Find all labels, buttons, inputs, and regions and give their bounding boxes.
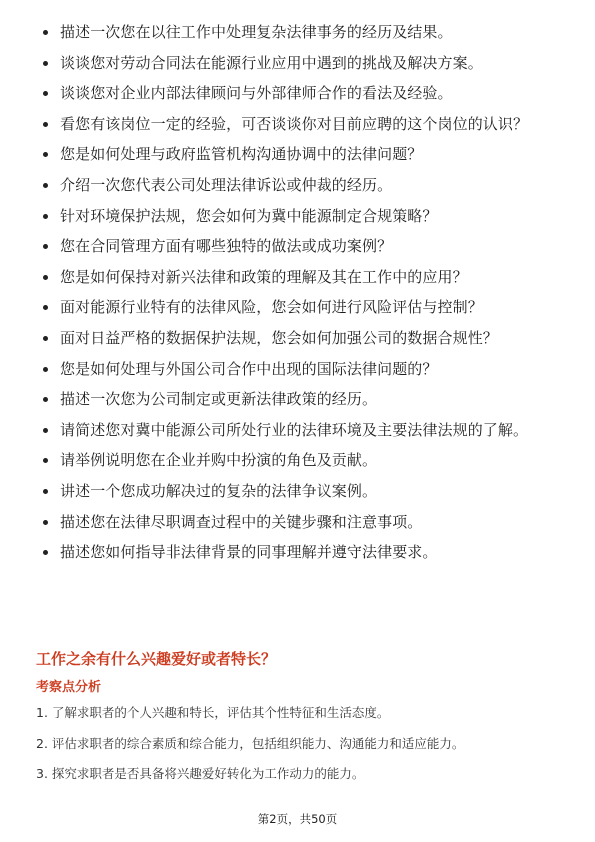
question-text: 面对日益严格的数据保护法规，您会如何加强公司的数据合规性？ (60, 328, 498, 347)
list-item (36, 541, 556, 563)
bullet-icon (43, 61, 48, 66)
list-item (36, 235, 556, 257)
question-list (36, 21, 556, 572)
bullet-icon (43, 520, 48, 525)
list-item: 3. 探究求职者是否具备将兴趣爱好转化为工作动力的能力。 (36, 766, 365, 781)
question-text: 您是如何处理与政府监管机构沟通协调中的法律问题？ (60, 145, 423, 164)
list-item (36, 296, 556, 318)
list-item (36, 82, 556, 104)
bullet-icon (43, 30, 48, 35)
list-item (36, 266, 556, 288)
bullet-icon (43, 458, 48, 463)
list-item (36, 327, 556, 349)
bullet-icon (43, 428, 48, 433)
analysis-list (36, 704, 556, 796)
list-item (36, 511, 556, 533)
list-item: 1. 了解求职者的个人兴趣和特长，评估其个性特征和生活态度。 (36, 705, 390, 720)
question-text: 描述一次您在以往工作中处理复杂法律事务的经历及结果。 (60, 23, 453, 41)
bullet-icon (43, 122, 48, 127)
question-text: 描述一次您为公司制定或更新法律政策的经历。 (60, 390, 378, 409)
question-text: 针对环境保护法规，您会如何为冀中能源制定合规策略？ (60, 206, 438, 225)
bullet-icon (43, 336, 48, 341)
list-item (36, 52, 556, 74)
list-item (36, 419, 556, 441)
list-item (36, 21, 556, 43)
list-item (36, 205, 556, 227)
page-number: 第2页，共50页 (257, 812, 338, 826)
question-text: 谈谈您对劳动合同法在能源行业应用中遇到的挑战及解决方案。 (60, 53, 483, 72)
question-text: 讲述一个您成功解决过的复杂的法律争议案例。 (60, 481, 378, 500)
bullet-icon (43, 489, 48, 494)
question-text: 描述您在法律尽职调查过程中的关键步骤和注意事项。 (60, 512, 423, 531)
section-title: 工作之余有什么兴趣爱好或者特长？ (36, 650, 277, 668)
list-item: 2. 评估求职者的综合素质和综合能力，包括组织能力、沟通能力和适应能力。 (36, 735, 465, 751)
list-item (36, 174, 556, 196)
bullet-icon (43, 367, 48, 372)
bullet-icon (43, 550, 48, 555)
list-item (36, 449, 556, 471)
question-text: 请简述您对冀中能源公司所处行业的法律环境及主要法律法规的了解。 (60, 420, 529, 439)
bullet-icon (43, 183, 48, 188)
question-text: 您是如何处理与外国公司合作中出现的国际法律问题的？ (60, 359, 438, 378)
question-text: 谈谈您对企业内部法律顾问与外部律师合作的看法及经验。 (60, 84, 453, 103)
bullet-icon (43, 275, 48, 280)
list-item (36, 480, 556, 502)
bullet-icon (43, 244, 48, 249)
question-text: 请举例说明您在企业并购中扮演的角色及贡献。 (60, 451, 378, 470)
bullet-icon (43, 397, 48, 402)
question-text: 您是如何保持对新兴法律和政策的理解及其在工作中的应用？ (60, 267, 468, 286)
question-text: 看您有该岗位一定的经验，可否谈谈你对目前应聘的这个岗位的认识？ (60, 114, 529, 133)
bullet-icon (43, 152, 48, 157)
bullet-icon (43, 91, 48, 96)
list-item (36, 113, 556, 135)
question-text: 描述您如何指导非法律背景的同事理解并遵守法律要求。 (60, 543, 438, 562)
question-text: 面对能源行业特有的法律风险，您会如何进行风险评估与控制？ (60, 298, 483, 317)
question-text: 您在合同管理方面有哪些独特的做法或成功案例？ (60, 237, 393, 256)
list-item (36, 388, 556, 410)
bullet-icon (43, 305, 48, 310)
bullet-icon (43, 214, 48, 219)
list-item (36, 143, 556, 165)
section-subtitle: 考察点分析 (36, 680, 102, 695)
list-item (36, 358, 556, 380)
question-text: 介绍一次您代表公司处理法律诉讼或仲裁的经历。 (60, 175, 393, 194)
